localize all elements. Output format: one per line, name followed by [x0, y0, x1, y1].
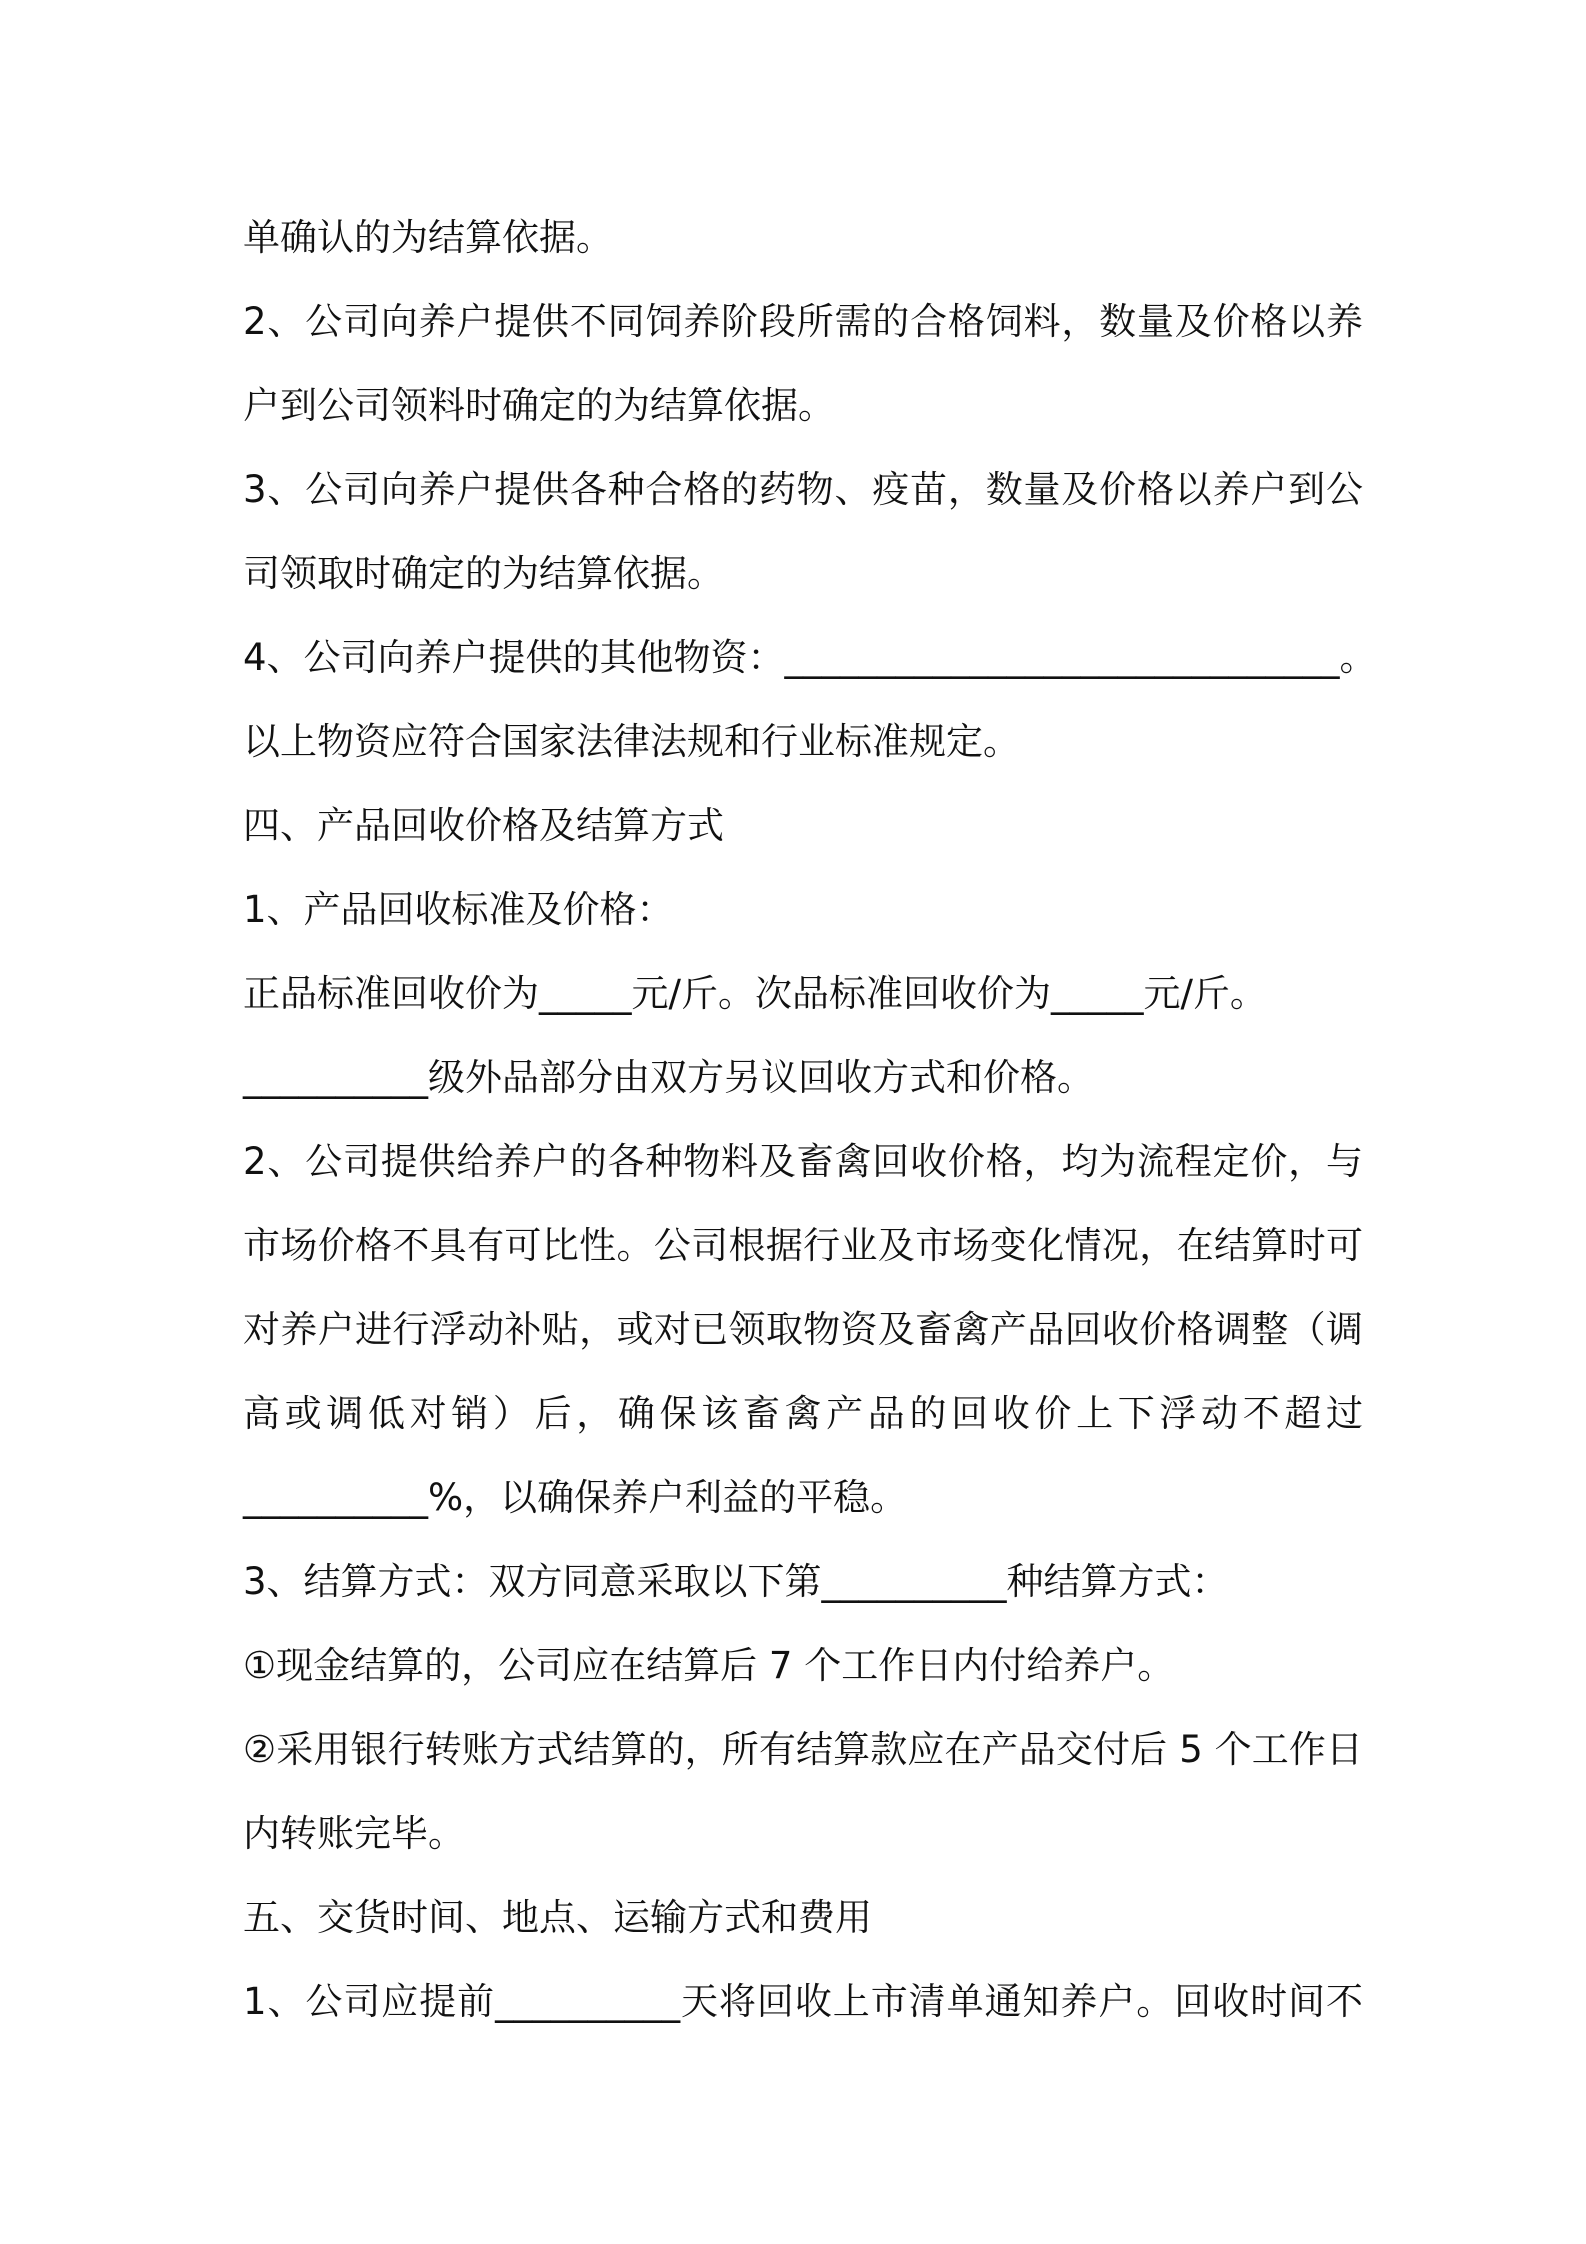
text-line: 1、公司应提前__________天将回收上市清单通知养户。回收时间不: [243, 1980, 1363, 2023]
text-line: 3、结算方式：双方同意采取以下第__________种结算方式：: [243, 1560, 1229, 1603]
text-line: ②采用银行转账方式结算的，所有结算款应在产品交付后 5 个工作日: [243, 1728, 1363, 1771]
text-line: 单确认的为结算依据。: [243, 216, 613, 259]
section-heading: 四、产品回收价格及结算方式: [243, 804, 724, 847]
text-line: 1、产品回收标准及价格：: [243, 888, 674, 931]
text-line: 以上物资应符合国家法律法规和行业标准规定。: [243, 720, 1020, 763]
text-line: 市场价格不具有可比性。公司根据行业及市场变化情况，在结算时可: [243, 1224, 1363, 1267]
text-line: __________%，以确保养户利益的平稳。: [243, 1476, 908, 1519]
text-line: 对养户进行浮动补贴，或对已领取物资及畜禽产品回收价格调整（调: [243, 1308, 1363, 1351]
contract-text: [243, 196, 1377, 2044]
text-line: 内转账完毕。: [243, 1812, 465, 1855]
text-line: 2、公司向养户提供不同饲养阶段所需的合格饲料，数量及价格以养: [243, 300, 1363, 343]
text-line: ①现金结算的，公司应在结算后 7 个工作日内付给养户。: [243, 1644, 1175, 1687]
text-line: 司领取时确定的为结算依据。: [243, 552, 724, 595]
text-line: 正品标准回收价为_____元/斤。次品标准回收价为_____元/斤。: [243, 972, 1267, 1015]
text-line: 2、公司提供给养户的各种物料及畜禽回收价格，均为流程定价，与: [243, 1140, 1363, 1183]
text-line: 3、公司向养户提供各种合格的药物、疫苗，数量及价格以养户到公: [243, 468, 1363, 511]
text-line: 4、公司向养户提供的其他物资：______________________________。: [243, 636, 1377, 679]
text-line: 高或调低对销）后，确保该畜禽产品的回收价上下浮动不超过: [243, 1392, 1363, 1435]
text-line: __________级外品部分由双方另议回收方式和价格。: [243, 1056, 1094, 1099]
text-line: 户到公司领料时确定的为结算依据。: [243, 384, 835, 427]
section-heading: 五、交货时间、地点、运输方式和费用: [243, 1896, 872, 1939]
